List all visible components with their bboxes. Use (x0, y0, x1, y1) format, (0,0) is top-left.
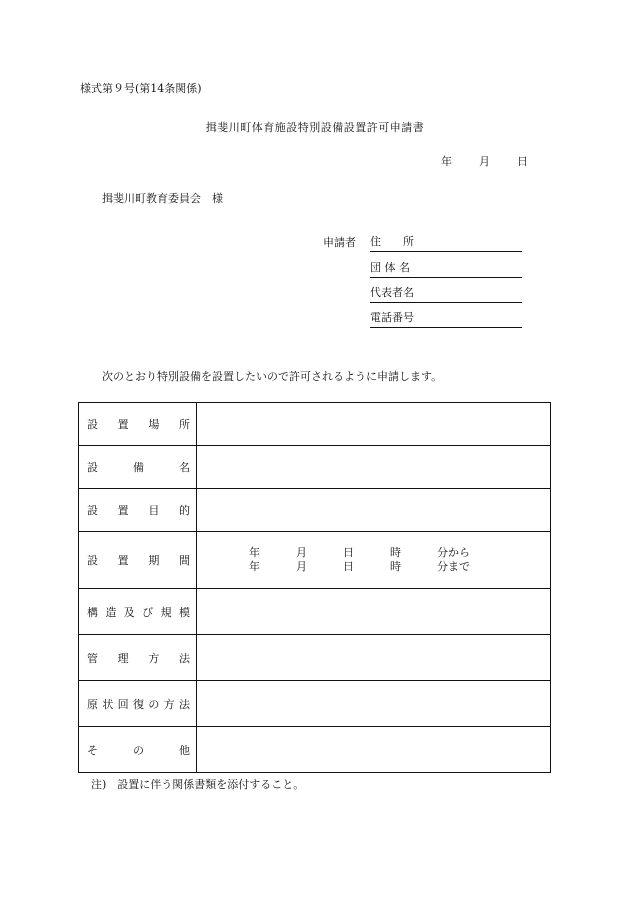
label-char: 及 (123, 605, 135, 619)
applicant-representative-field[interactable] (370, 286, 522, 303)
label-char: 目 (148, 504, 160, 517)
label-char: 置 (117, 504, 129, 517)
label-period (79, 532, 197, 589)
label-char: 置 (117, 418, 129, 431)
label-char: 復 (132, 697, 144, 711)
table-row (79, 532, 551, 589)
label-char: そ (87, 743, 98, 757)
label-char: び (142, 605, 154, 619)
value-purpose[interactable] (197, 489, 551, 532)
value-period[interactable] (197, 532, 551, 589)
footnote: 注) 設置に伴う関係書類を添付すること。 (91, 778, 305, 791)
date-day: 日 (517, 155, 528, 168)
applicant-address-field[interactable] (370, 235, 522, 252)
date-year: 年 (441, 155, 452, 168)
period-to (197, 560, 550, 574)
label-other (79, 727, 197, 773)
value-equipment-name[interactable] (197, 446, 551, 489)
application-date (441, 155, 528, 169)
phone-label: 電話番号 (370, 311, 414, 324)
label-char: 造 (105, 605, 117, 619)
value-other[interactable] (197, 727, 551, 773)
value-restoration-method[interactable] (197, 681, 551, 727)
application-table (78, 402, 551, 773)
period-from-minute: 分から (437, 546, 470, 559)
label-char: 方 (163, 697, 175, 711)
table-row (79, 446, 551, 489)
period-from-hour: 時 (390, 546, 401, 559)
period-from-month: 月 (296, 546, 307, 559)
label-char: 規 (160, 605, 172, 619)
period-from (197, 546, 550, 560)
label-restoration-method (79, 681, 197, 727)
table-row (79, 403, 551, 446)
period-to-year: 年 (249, 560, 260, 573)
value-management-method[interactable] (197, 635, 551, 681)
label-char: 設 (87, 418, 98, 431)
address-label: 住 所 (370, 235, 414, 248)
period-to-month: 月 (296, 560, 307, 573)
period-to-day: 日 (343, 560, 354, 573)
label-char: 設 (87, 461, 98, 474)
label-structure-scale (79, 589, 197, 635)
applicant-label: 申請者 (323, 236, 356, 249)
table-row (79, 727, 551, 773)
table-row (79, 681, 551, 727)
label-char: 設 (87, 504, 98, 517)
period-to-minute: 分まで (437, 560, 470, 573)
table-row (79, 489, 551, 532)
label-location (79, 403, 197, 446)
intro-text: 次のとおり特別設備を設置したいので許可されるように申請します。 (102, 370, 443, 383)
table-row (79, 635, 551, 681)
label-equipment-name (79, 446, 197, 489)
label-char: の (133, 743, 144, 757)
value-location[interactable] (197, 403, 551, 446)
label-char: 間 (178, 554, 190, 567)
label-management-method (79, 635, 197, 681)
label-char: 模 (178, 605, 190, 619)
label-char: 備 (133, 461, 144, 474)
value-structure-scale[interactable] (197, 589, 551, 635)
period-from-day: 日 (343, 546, 354, 559)
label-char: 方 (148, 651, 160, 665)
representative-label: 代表者名 (370, 286, 414, 299)
label-char: 状 (102, 697, 114, 711)
date-month: 月 (479, 155, 490, 168)
label-char: 管 (87, 651, 98, 665)
label-char: 他 (179, 743, 190, 757)
label-char: 原 (87, 697, 98, 711)
applicant-group-name-field[interactable] (370, 261, 522, 278)
label-char: 設 (87, 554, 98, 567)
form-number: 様式第９号(第14条関係) (80, 82, 202, 95)
label-char: 期 (148, 554, 160, 567)
period-to-hour: 時 (390, 560, 401, 573)
label-char: 回 (117, 697, 129, 711)
applicant-phone-field[interactable] (370, 311, 522, 328)
group-name-label: 団 体 名 (370, 261, 410, 274)
addressee: 揖斐川町教育委員会 様 (102, 192, 223, 205)
document-title: 揖斐川町体育施設特別設備設置許可申請書 (205, 121, 425, 134)
label-char: 構 (87, 605, 98, 619)
label-char: 置 (117, 554, 129, 567)
label-char: 法 (178, 651, 190, 665)
label-char: 的 (178, 504, 190, 517)
label-char: 法 (178, 697, 190, 711)
label-char: 名 (179, 461, 190, 474)
label-char: 所 (178, 418, 190, 431)
table-row (79, 589, 551, 635)
label-char: 場 (148, 418, 160, 431)
label-char: の (148, 697, 160, 711)
period-from-year: 年 (249, 546, 260, 559)
label-char: 理 (117, 651, 129, 665)
label-purpose (79, 489, 197, 532)
